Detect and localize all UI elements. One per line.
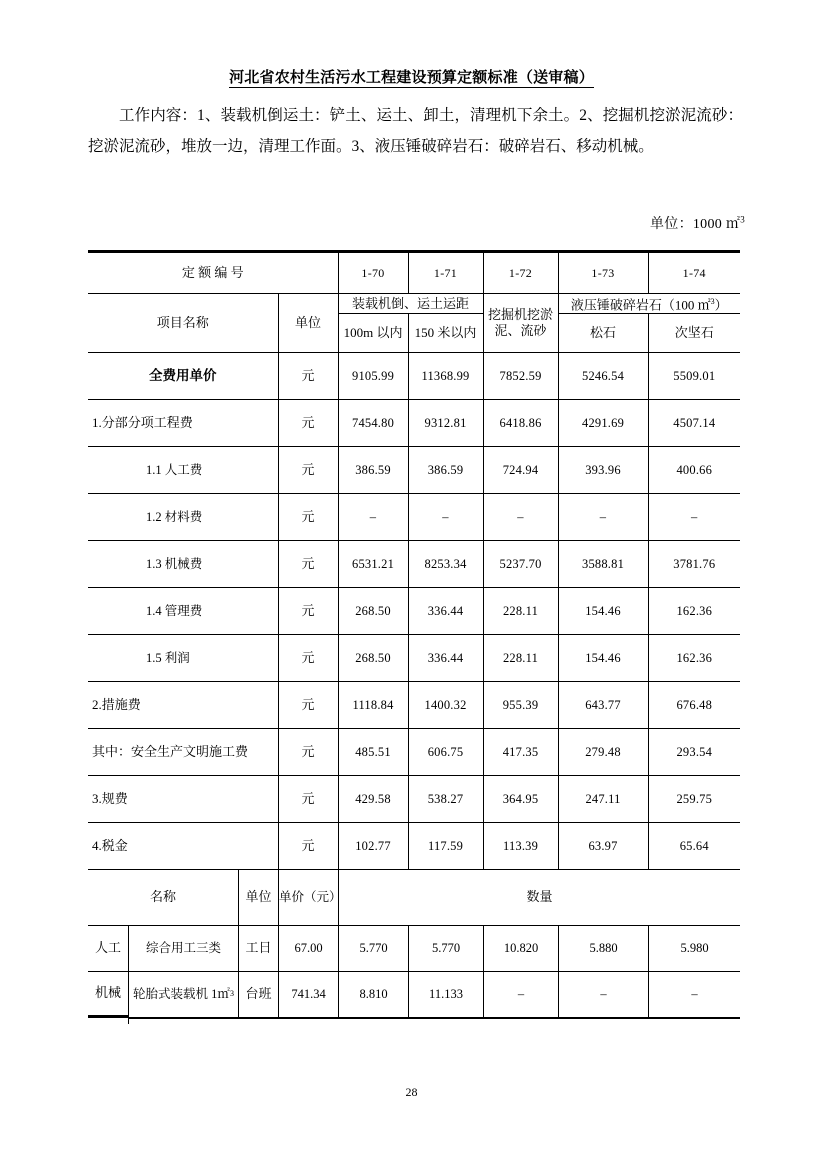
resource-name: 轮胎式装载机 1㎡ 3 [128,972,238,1018]
row-unit: 元 [278,447,338,494]
cell-value: 154.46 [558,635,648,682]
resource-qty: 5.770 [338,926,408,972]
row-label-total-price: 全费用单价 [88,353,278,400]
header-sub-hard-rock: 次坚石 [648,314,740,353]
cell-value: – [648,494,740,541]
row-label-subtotal-works: 1.分部分项工程费 [88,400,278,447]
cell-value: 154.46 [558,588,648,635]
row-label-management-fee: 1.4 管理费 [88,588,278,635]
cell-value: 386.59 [338,447,408,494]
table-row-code [88,252,740,294]
cell-value: 955.39 [483,682,558,729]
table-row [88,400,740,447]
cell-value: 364.95 [483,776,558,823]
resource-name: 综合用工三类 [128,926,238,972]
table-row [88,494,740,541]
cell-value: 63.97 [558,823,648,870]
row-unit: 元 [278,400,338,447]
row-label-profit: 1.5 利润 [88,635,278,682]
cell-value: 1400.32 [408,682,483,729]
row-unit: 元 [278,823,338,870]
resource-category: 人工 [88,926,128,972]
cell-value: – [408,494,483,541]
resource-unit: 台班 [238,972,278,1018]
cell-value: 279.48 [558,729,648,776]
page-title-text: 河北省农村生活污水工程建设预算定额标准（送审稿） [229,70,594,86]
cell-value: 336.44 [408,635,483,682]
cell-value: 4291.69 [558,400,648,447]
row-unit: 元 [278,588,338,635]
cell-value: 228.11 [483,588,558,635]
cell-value: 1118.84 [338,682,408,729]
header-code-1-71: 1-71 [408,252,483,294]
resource-price: 741.34 [278,972,338,1018]
work-content-paragraph: 工作内容：1、装载机倒运土：铲土、运土、卸土，清理机下余土。2、挖掘机挖淤泥流砂：挖淤泥流砂，堆放一边，清理工作面。3、液压锤破碎岩石：破碎岩石、移动机械。 [88,107,743,155]
cell-value: – [338,494,408,541]
cell-value: 8253.34 [408,541,483,588]
header-group-excavator-line1: 挖掘机挖淤 [488,307,554,323]
cell-value: 6418.86 [483,400,558,447]
row-unit: 元 [278,776,338,823]
table-row [88,635,740,682]
cell-value: 4507.14 [648,400,740,447]
row-label-labor-cost: 1.1 人工费 [88,447,278,494]
cell-value: 259.75 [648,776,740,823]
cell-value: 606.75 [408,729,483,776]
table-row-group-header [88,294,740,314]
cell-value: 3588.81 [558,541,648,588]
row-unit: 元 [278,494,338,541]
resource-header-unit: 单位 [238,870,278,926]
resource-qty: 5.980 [648,926,740,972]
resource-qty: – [558,972,648,1018]
row-label-measure-fee: 2.措施费 [88,682,278,729]
table-row [88,729,740,776]
resource-table-stub [128,1018,129,1024]
cell-value: – [483,494,558,541]
cell-value: 676.48 [648,682,740,729]
cell-value: 7454.80 [338,400,408,447]
cell-value: 11368.99 [408,353,483,400]
cell-value: 3781.76 [648,541,740,588]
resource-qty: 5.880 [558,926,648,972]
header-code-1-73: 1-73 [558,252,648,294]
header-code-label: 定 额 编 号 [88,252,338,294]
unit-note [650,213,745,233]
cell-value: 228.11 [483,635,558,682]
header-group-excavator [483,294,558,353]
resource-category: 机械 [88,972,128,1018]
row-label-machinery-cost: 1.3 机械费 [88,541,278,588]
row-label-statutory-fee: 3.规费 [88,776,278,823]
header-sub-100m: 100m 以内 [338,314,408,353]
cell-value: 386.59 [408,447,483,494]
header-group-loader: 装载机倒、运土运距 [338,294,483,314]
resource-qty: 10.820 [483,926,558,972]
cell-value: 5237.70 [483,541,558,588]
resource-table-bottom-border [128,1018,740,1019]
cell-value: 162.36 [648,588,740,635]
resource-header-name: 名称 [88,870,238,926]
header-group-hammer [558,294,740,314]
cell-value: 538.27 [408,776,483,823]
header-group-hammer-superscript: 3 [710,297,715,306]
table-row [88,541,740,588]
header-group-hammer-suffix: ） [714,297,728,313]
row-unit: 元 [278,353,338,400]
table-row [88,823,740,870]
resource-qty: – [483,972,558,1018]
cell-value: 643.77 [558,682,648,729]
cell-value: 5509.01 [648,353,740,400]
cell-value: 5246.54 [558,353,648,400]
cell-value: 724.94 [483,447,558,494]
page-title [0,66,823,87]
header-code-1-70: 1-70 [338,252,408,294]
cell-value: 7852.59 [483,353,558,400]
table-row [88,353,740,400]
resource-header-price: 单价（元） [278,870,338,926]
header-item-name: 项目名称 [88,294,278,353]
header-group-hammer-prefix: 液压锤破碎岩石（100 ㎡ [570,297,711,313]
header-group-excavator-line2: 泥、流砂 [494,323,547,339]
resource-qty: 8.810 [338,972,408,1018]
table-row [88,776,740,823]
row-label-tax: 4.税金 [88,823,278,870]
cell-value: 336.44 [408,588,483,635]
cell-value: 9105.99 [338,353,408,400]
row-unit: 元 [278,635,338,682]
row-label-material-cost: 1.2 材料费 [88,494,278,541]
cell-value: 268.50 [338,588,408,635]
header-unit: 单位 [278,294,338,353]
resource-qty: – [648,972,740,1018]
unit-note-text: 单位：1000 ㎡ [649,217,741,232]
page-number: 28 [405,1085,418,1099]
cell-value: 417.35 [483,729,558,776]
cell-value: 293.54 [648,729,740,776]
resource-header-quantity: 数量 [338,870,740,926]
cell-value: 400.66 [648,447,740,494]
table-row [88,447,740,494]
resource-qty: 11.133 [408,972,483,1018]
unit-note-superscript: 3 [740,214,745,225]
cell-value: 268.50 [338,635,408,682]
resource-price: 67.00 [278,926,338,972]
cell-value: 102.77 [338,823,408,870]
table-row [88,682,740,729]
table-row [88,588,740,635]
row-label-safety-fee: 其中：安全生产文明施工费 [88,729,278,776]
header-sub-soft-rock: 松石 [558,314,648,353]
header-code-1-72: 1-72 [483,252,558,294]
quota-main-table [88,250,740,870]
cell-value: 65.64 [648,823,740,870]
row-unit: 元 [278,729,338,776]
resource-unit: 工日 [238,926,278,972]
header-sub-150m: 150 米以内 [408,314,483,353]
cell-value: 9312.81 [408,400,483,447]
cell-value: 113.39 [483,823,558,870]
row-unit: 元 [278,682,338,729]
cell-value: 162.36 [648,635,740,682]
cell-value: 393.96 [558,447,648,494]
row-unit: 元 [278,541,338,588]
cell-value: 247.11 [558,776,648,823]
resource-qty: 5.770 [408,926,483,972]
header-code-1-74: 1-74 [648,252,740,294]
cell-value: 485.51 [338,729,408,776]
cell-value: – [558,494,648,541]
cell-value: 117.59 [408,823,483,870]
cell-value: 429.58 [338,776,408,823]
cell-value: 6531.21 [338,541,408,588]
